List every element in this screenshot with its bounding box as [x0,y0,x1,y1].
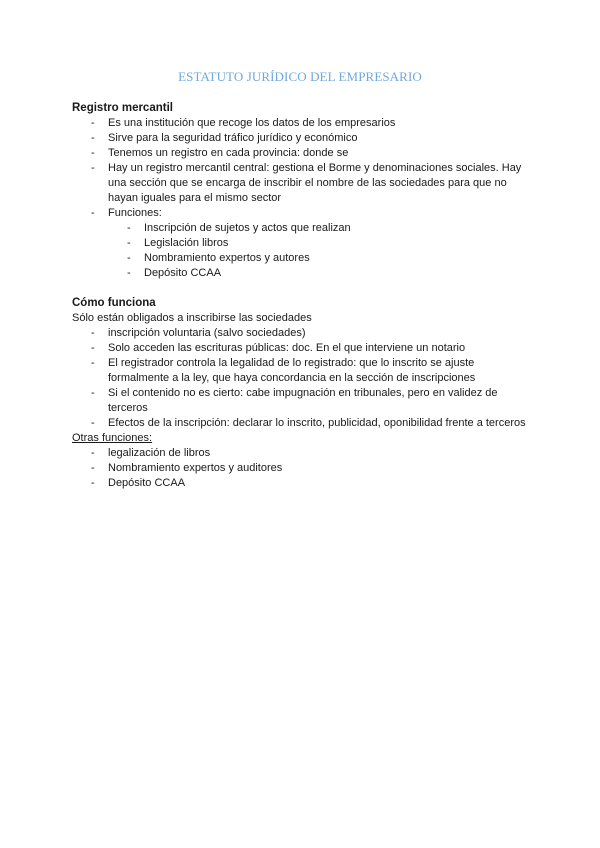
list-item: - Sirve para la seguridad tráfico jurídico y económico [72,131,532,146]
section-heading-otras-funciones: Otras funciones: [72,432,153,444]
document-body [72,101,532,491]
section-spacer [72,281,532,296]
list-item: - Si el contenido no es cierto: cabe impugnación en tribunales, pero en validez de terceros [72,386,532,416]
list-item: - El registrador controla la legalidad de lo registrado: que lo inscrito se ajuste formalmente a la ley, que haya concordancia en la sección de inscripciones [72,356,532,386]
como-funciona-list [72,326,532,431]
list-item: - Solo acceden las escrituras públicas: doc. En el que interviene un notario [72,341,532,356]
list-item: - Tenemos un registro en cada provincia: donde se [72,146,532,161]
funciones-sublist [72,221,532,281]
section-intro: Sólo están obligados a inscribirse las sociedades [72,312,312,324]
list-item: - Es una institución que recoge los datos de los empresarios [72,116,532,131]
sublist-item: - Legislación libros [72,236,532,251]
sublist-item: - Inscripción de sujetos y actos que realizan [72,221,532,236]
otras-funciones-list [72,446,532,491]
section-heading-como-funciona: Cómo funciona [72,297,156,309]
list-item: - Efectos de la inscripción: declarar lo inscrito, publicidad, oponibilidad frente a terceros [72,416,532,431]
sublist-item: - Depósito CCAA [72,266,532,281]
list-item: - legalización de libros [72,446,532,461]
list-item: - Depósito CCAA [72,476,532,491]
registro-list [72,116,532,221]
list-item: - Funciones: [72,206,532,221]
document-title: ESTATUTO JURÍDICO DEL EMPRESARIO [178,69,422,84]
section-heading-registro: Registro mercantil [72,102,173,114]
list-item: - inscripción voluntaria (salvo sociedades) [72,326,532,341]
sublist-item: - Nombramiento expertos y autores [72,251,532,266]
list-item: - Hay un registro mercantil central: gestiona el Borme y denominaciones sociales. Hay una sección que se encarga de inscribir el nombre de las sociedades para que no hayan iguales para el mismo sector [72,161,532,206]
list-item: - Nombramiento expertos y auditores [72,461,532,476]
